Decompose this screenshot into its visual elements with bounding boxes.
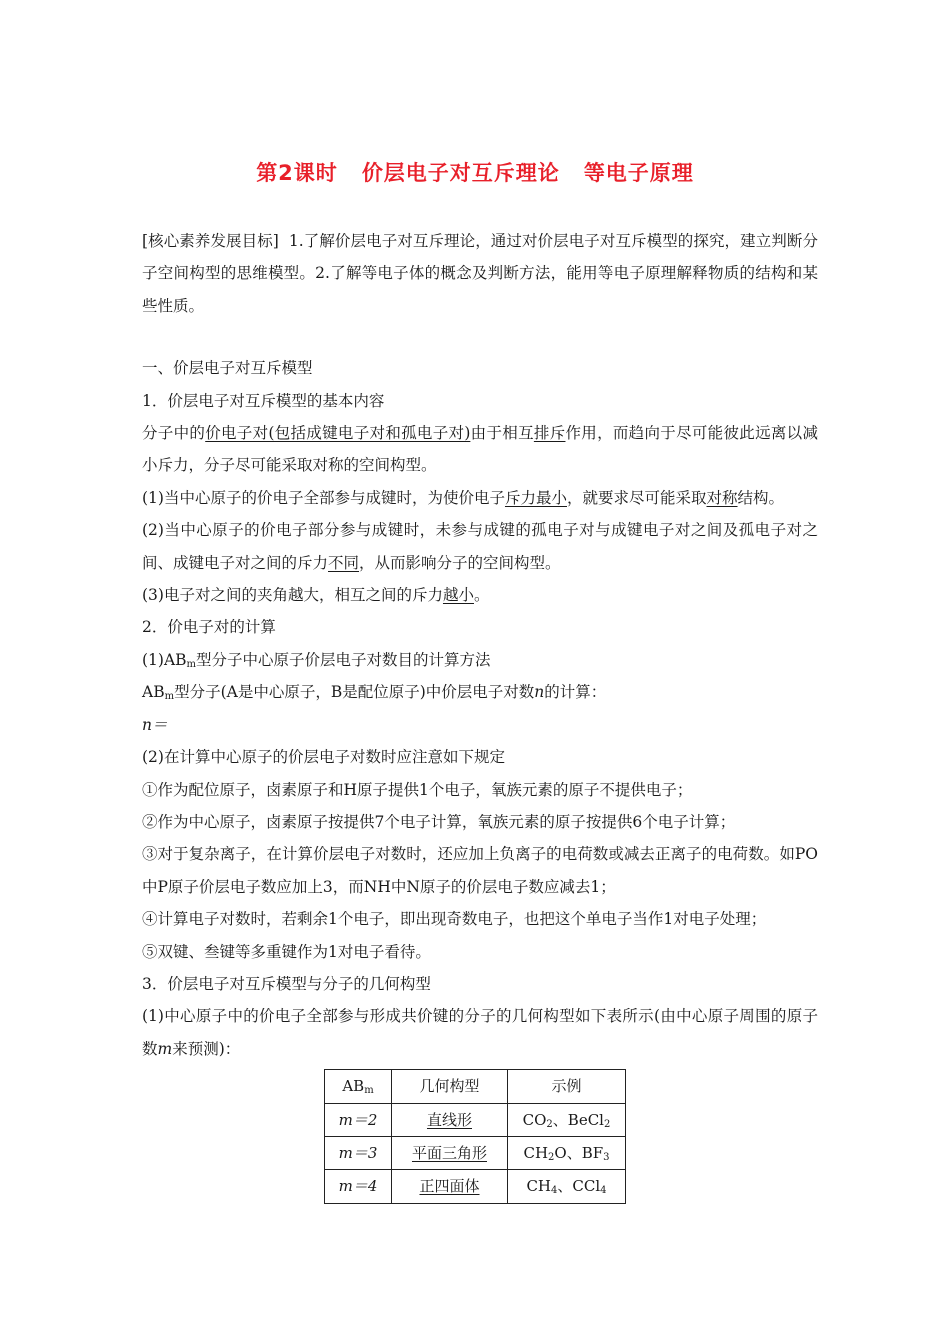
paragraph bbox=[142, 417, 818, 482]
section-heading: 一、价层电子对互斥模型 bbox=[142, 359, 313, 378]
subscript: m bbox=[186, 658, 197, 670]
text: 、CCl bbox=[557, 1177, 601, 1196]
title-topic-1: 价层电子对互斥理论 bbox=[361, 161, 560, 185]
shape-cell bbox=[392, 1136, 508, 1169]
text: 、BeCl bbox=[552, 1110, 604, 1129]
text: 由于相互 bbox=[470, 424, 534, 443]
header-cell bbox=[325, 1070, 392, 1103]
underlined-answer: 直线形 bbox=[426, 1110, 472, 1129]
text: m＝2 bbox=[338, 1110, 378, 1129]
rule-item: ④计算电子对数时，若剩余1个电子，即出现奇数电子，也把这个单电子当作1对电子处理； bbox=[142, 910, 767, 929]
subsection-heading: 2．价电子对的计算 bbox=[142, 618, 276, 637]
subscript: 4 bbox=[551, 1185, 558, 1197]
paragraph bbox=[142, 644, 818, 676]
example-cell bbox=[508, 1103, 626, 1136]
paragraph bbox=[142, 579, 818, 611]
paragraph bbox=[142, 514, 818, 579]
text: (1)当中心原子的价电子全部参与成键时，为使价电子 bbox=[142, 488, 505, 507]
text: AB bbox=[342, 1077, 365, 1096]
subscript: 4 bbox=[600, 1185, 607, 1197]
rule-item: ①作为配位原子，卤素原子和H原子提供1个电子，氧族元素的原子不提供电子； bbox=[142, 780, 693, 799]
table-header-row bbox=[325, 1070, 626, 1103]
underlined-answer: 不同 bbox=[328, 553, 360, 572]
m-cell bbox=[325, 1103, 392, 1136]
paragraph: (2)在计算中心原子的价层电子对数时应注意如下规定 bbox=[142, 748, 505, 767]
m-cell bbox=[325, 1170, 392, 1203]
text: 型分子中心原子价层电子对数目的计算方法 bbox=[196, 650, 491, 669]
subscript: 3 bbox=[603, 1151, 610, 1163]
header-cell: 几何构型 bbox=[392, 1070, 508, 1103]
subscript: m bbox=[364, 1085, 374, 1097]
text: 来预测)： bbox=[172, 1039, 241, 1058]
text: AB bbox=[142, 683, 165, 702]
m-cell bbox=[325, 1136, 392, 1169]
rule-item: ③对于复杂离子，在计算价层电子对数时，还应加上负离子的电荷数或减去正离子的电荷数。如PO中P原子价层电子数应加上3，而NH中N原子的价层电子数应减去1； bbox=[142, 845, 818, 896]
underlined-answer: 价电子对(包括成键电子对和孤电子对) bbox=[205, 424, 471, 443]
text: 结构。 bbox=[737, 488, 785, 507]
rule-item: ②作为中心原子，卤素原子按提供7个电子计算，氧族元素的原子按提供6个电子计算； bbox=[142, 812, 736, 831]
text: m＝4 bbox=[338, 1177, 378, 1196]
underlined-answer: 越小 bbox=[442, 586, 474, 605]
title-topic-2: 等电子原理 bbox=[583, 161, 694, 185]
formula bbox=[142, 709, 818, 741]
text: 的计算： bbox=[544, 683, 607, 702]
subscript: m bbox=[164, 691, 175, 703]
example-cell bbox=[508, 1170, 626, 1203]
table-row bbox=[325, 1136, 626, 1169]
text: O、BF bbox=[554, 1143, 604, 1162]
goals-text: 1.了解价层电子对互斥理论，通过对价层电子对互斥模型的探究，建立判断分子空间构型的思维模型。2.了解等电子体的概念及判断方法，能用等电子原理解释物质的结构和某些性质。 bbox=[142, 232, 818, 315]
text: ，从而影响分子的空间构型。 bbox=[359, 553, 561, 572]
table-row bbox=[325, 1170, 626, 1203]
document-body bbox=[142, 225, 818, 1204]
paragraph bbox=[142, 676, 818, 708]
variable: m bbox=[157, 1039, 173, 1058]
text: ，就要求尽可能采取 bbox=[566, 488, 707, 507]
text: 。 bbox=[473, 586, 490, 605]
text: m＝3 bbox=[338, 1143, 378, 1162]
subsection-heading: 1．价层电子对互斥模型的基本内容 bbox=[142, 391, 385, 410]
subscript: 2 bbox=[603, 1118, 611, 1130]
text: (1)AB bbox=[142, 650, 187, 669]
subsection-heading: 3．价层电子对互斥模型与分子的几何构型 bbox=[142, 974, 431, 993]
underlined-answer: 排斥 bbox=[533, 424, 566, 443]
header-cell: 示例 bbox=[508, 1070, 626, 1103]
text: 分子中的 bbox=[142, 424, 206, 443]
text: (1)中心原子中的价电子全部参与形成共价键的分子的几何构型如下表所示(由中心原子周围的原子数 bbox=[142, 1007, 818, 1058]
variable: n bbox=[534, 683, 545, 702]
underlined-answer: 平面三角形 bbox=[411, 1143, 487, 1162]
shape-cell bbox=[392, 1170, 508, 1203]
page-title bbox=[0, 157, 950, 187]
text: CH bbox=[526, 1177, 552, 1196]
subscript: 2 bbox=[546, 1118, 553, 1130]
text: (2)当中心原子的价电子部分参与成键时，未参与成键的孤电子对与成键电子对之间及孤电子对之间、成键电子对之间的斥力 bbox=[142, 521, 818, 572]
text: 型分子(A是中心原子，B是配位原子)中价层电子对数 bbox=[174, 683, 535, 702]
goals-paragraph bbox=[142, 225, 818, 322]
text: (3)电子对之间的夹角越大，相互之间的斥力 bbox=[142, 586, 443, 605]
goals-label: [核心素养发展目标] bbox=[142, 232, 279, 250]
text: 作用，而趋向于尽可能彼此远离以减小斥力，分子尽可能采取对称的空间构型。 bbox=[142, 424, 818, 475]
rule-item: ⑤双键、叁键等多重键作为1对电子看待。 bbox=[142, 942, 431, 961]
shape-cell bbox=[392, 1103, 508, 1136]
geometry-table bbox=[324, 1069, 626, 1204]
text: CO bbox=[522, 1110, 547, 1129]
table-row bbox=[325, 1103, 626, 1136]
underlined-answer: 斥力最小 bbox=[504, 488, 567, 507]
underlined-answer: 对称 bbox=[706, 488, 738, 507]
paragraph bbox=[142, 1000, 818, 1065]
text: CH bbox=[523, 1143, 549, 1162]
underlined-answer: 正四面体 bbox=[419, 1177, 480, 1196]
lesson-number: 第2课时 bbox=[256, 161, 338, 185]
example-cell bbox=[508, 1136, 626, 1169]
formula-text: n＝ bbox=[142, 715, 168, 734]
subscript: 2 bbox=[548, 1151, 555, 1163]
paragraph bbox=[142, 482, 818, 514]
